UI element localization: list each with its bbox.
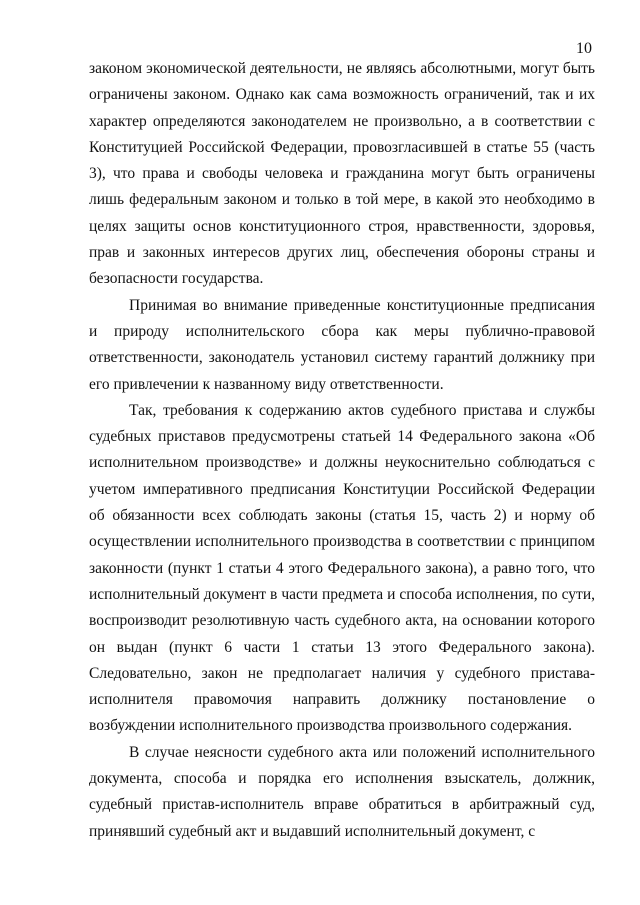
paragraph-guarantees: Принимая во внимание приведенные конституционные предписания и природу исполнительского сбора как меры публично-правовой ответственности, законодатель установил систему гарантий должнику при его привлечении к названному виду ответственности. <box>89 296 595 393</box>
paragraph-ambiguity: В случае неясности судебного акта или положений исполнительного документа, способа и порядка его исполнения взыскатель, должник, судебный пристав-исполнитель вправе обратиться в арбитражный суд, принявший судебный акт и выдавший исполнительный документ, с <box>89 743 595 840</box>
document-body <box>89 56 595 845</box>
page-number: 10 <box>576 40 592 57</box>
paragraph-continuation: законом экономической деятельности, не являясь абсолютными, могут быть ограничены законом. Однако как сама возможность ограничений, так и их характер определяются законодателем не произвольно, а в соответствии с Конституцией Российской Федерации, провозгласившей в статье 55 (часть 3), что права и свободы человека и гражданина могут быть ограничены лишь федеральным законом и только в той мере, в какой это необходимо в целях защиты основ конституционного строя, нравственности, здоровья, прав и законных интересов других лиц, обеспечения обороны страны и безопасности государства. <box>89 60 595 288</box>
paragraph-requirements: Так, требования к содержанию актов судебного пристава и службы судебных приставов предусмотрены статьей 14 Федерального закона «Об исполнительном производстве» и должны неукоснительно соблюдаться с учетом императивного предписания Конституции Российской Федерации об обязанности всех соблюдать законы (статья 15, часть 2) и норму об осуществлении исполнительного производства в соответствии с принципом законности (пункт 1 статьи 4 этого Федерального закона), а равно того, что исполнительный документ в части предмета и способа исполнения, по сути, воспроизводит резолютивную часть судебного акта, на основании которого он выдан (пункт 6 части 1 статьи 13 этого Федерального закона). Следовательно, закон не предполагает наличия у судебного пристава-исполнителя правомочия направить должнику постановление о возбуждении исполнительного производства произвольного содержания. <box>89 401 595 735</box>
